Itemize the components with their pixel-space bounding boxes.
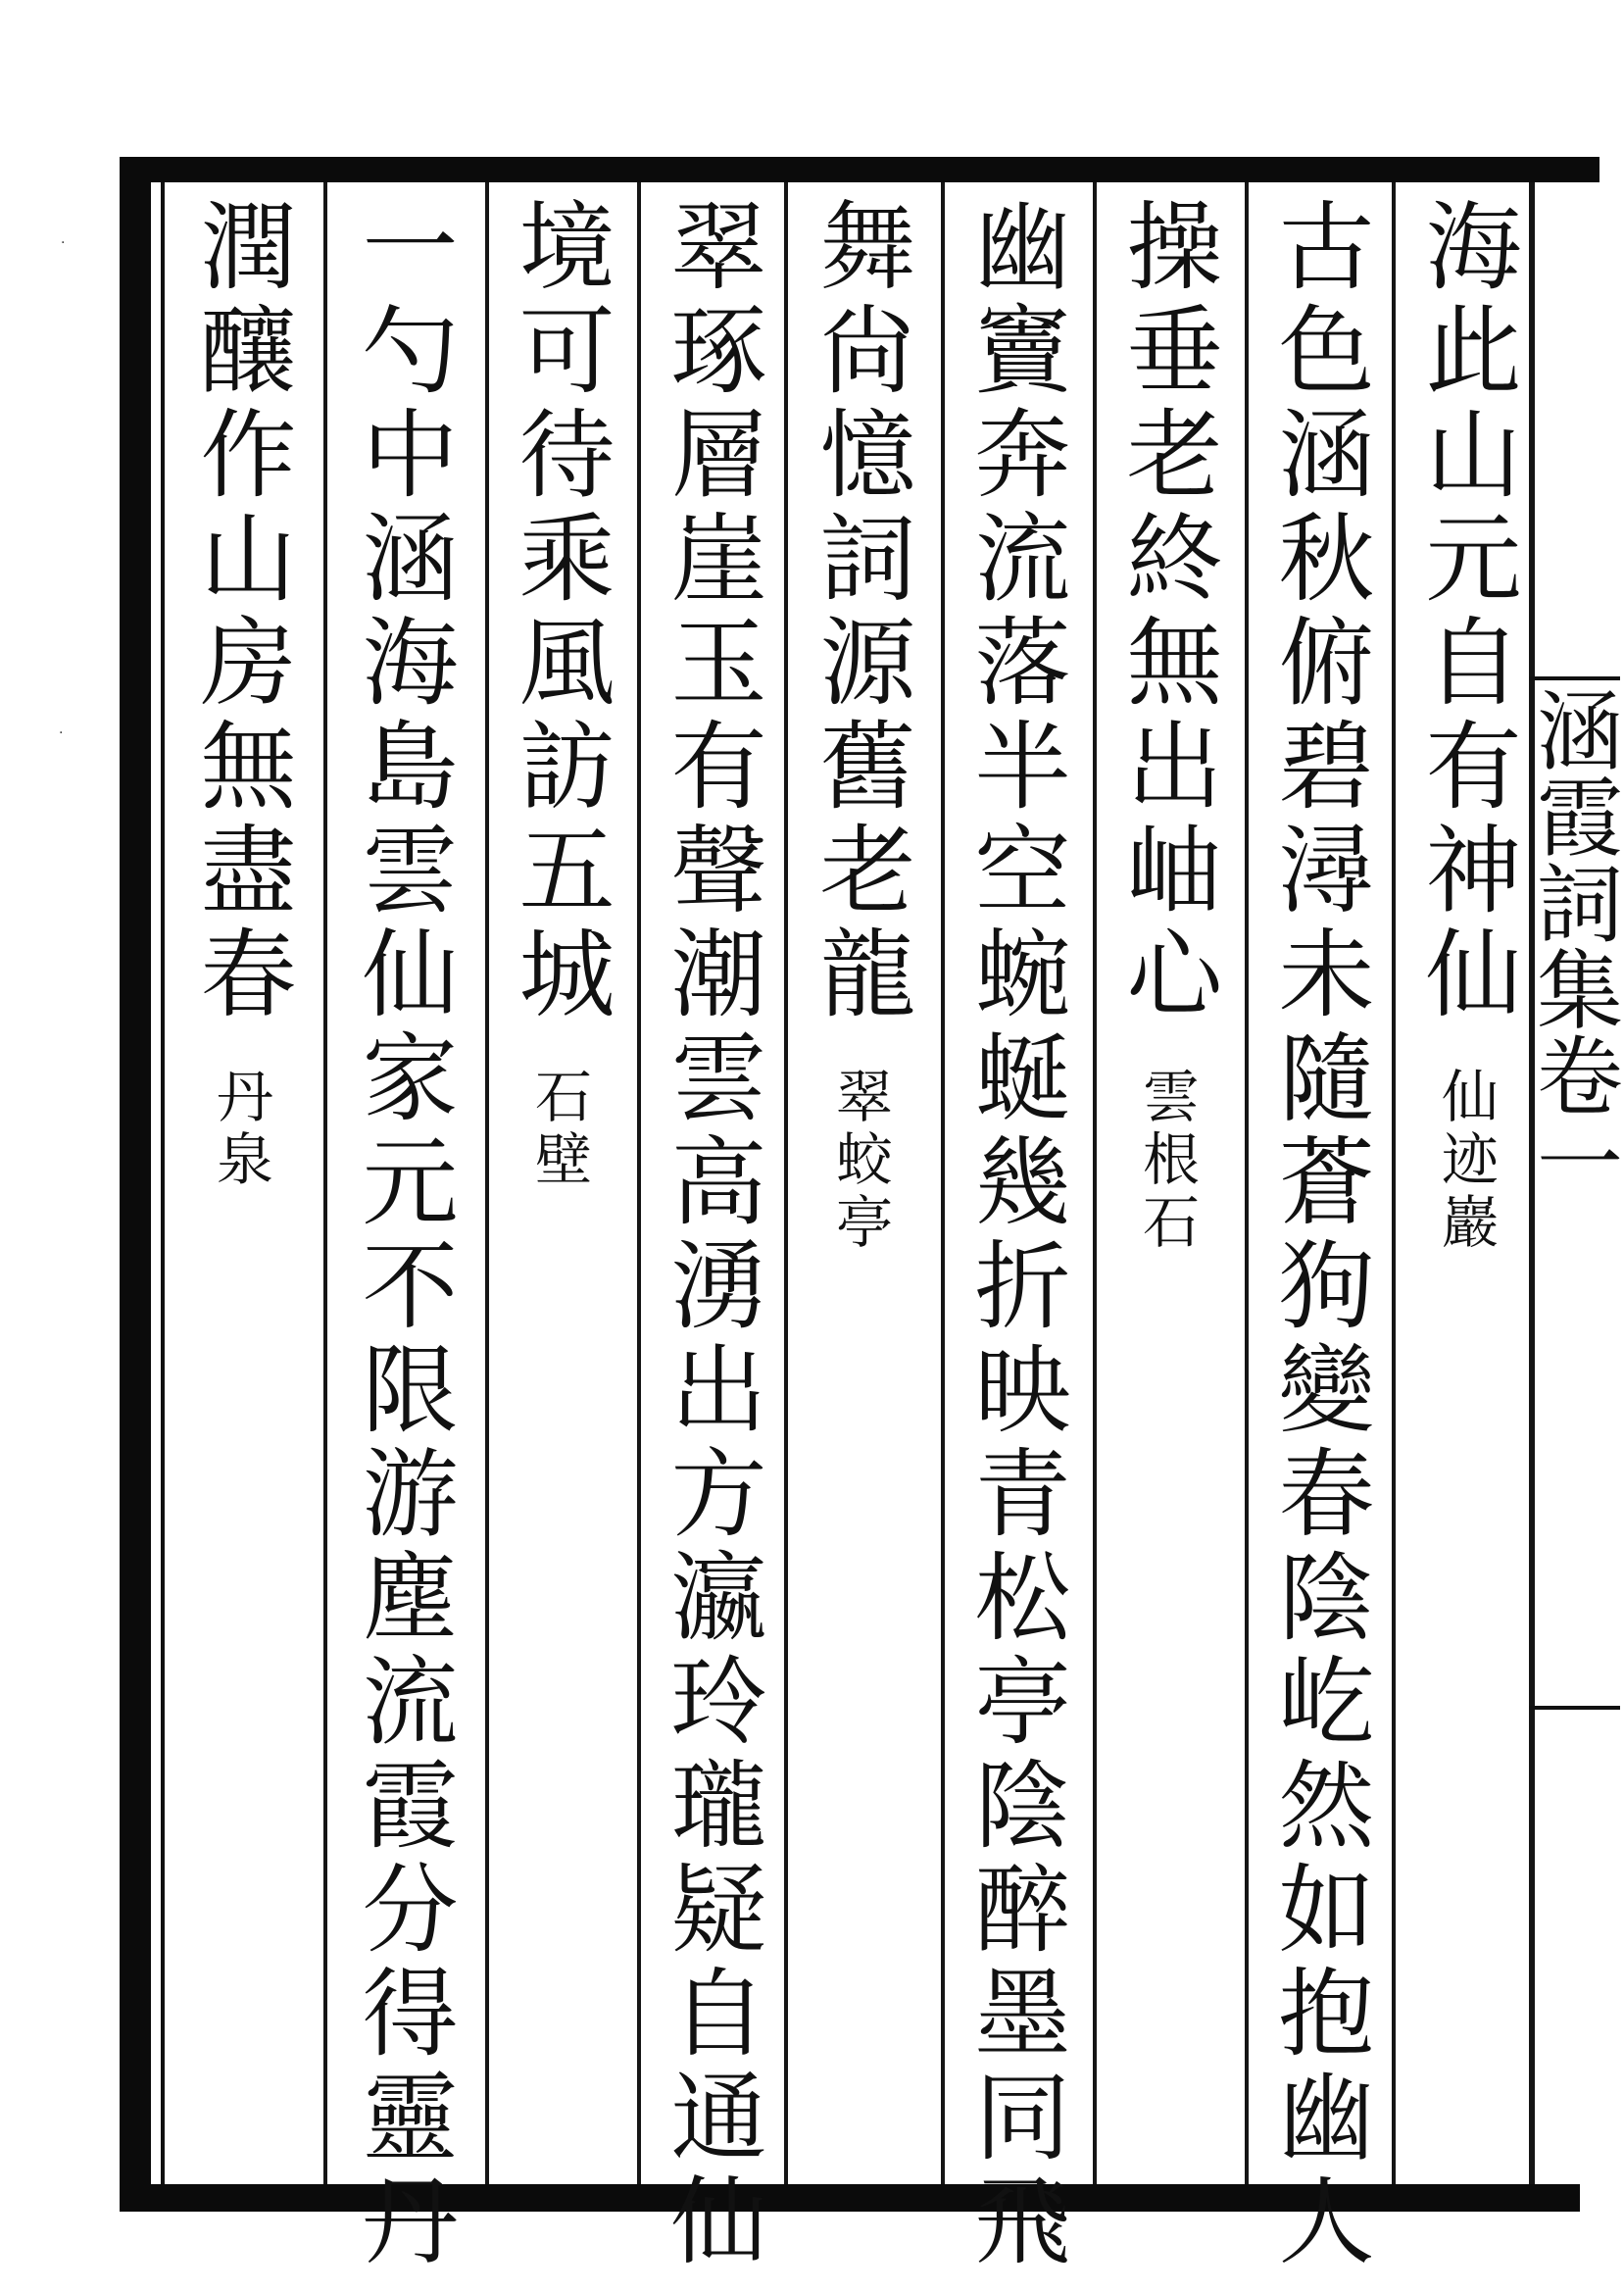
- verse-text: 舞尙憶詞源舊老龍: [804, 196, 915, 1027]
- text-column-8: [348, 196, 456, 2274]
- poem-title-note: 翠蛟亭: [826, 1067, 893, 1255]
- column-rule: [1093, 182, 1097, 2184]
- frame-left-border: [120, 157, 151, 2212]
- frame-top-border: [120, 157, 1599, 182]
- verse-text: 潤釀作山房無盡春: [184, 196, 296, 1027]
- text-column-9: [186, 196, 294, 1192]
- scan-speck: ·: [59, 725, 64, 741]
- facing-page-rule: [1529, 676, 1620, 680]
- verse-text: 一勺中涵海島雲仙家元不限游塵流霞分得靈丹: [346, 196, 458, 2274]
- column-rule: [323, 182, 327, 2184]
- column-rule: [784, 182, 788, 2184]
- verse-text: 古色涵秋俯碧潯未隨蒼狗變春陰屹然如抱幽人: [1262, 196, 1374, 2274]
- text-column-3: [1112, 196, 1220, 1255]
- text-column-7: [505, 196, 613, 1192]
- column-rule: [485, 182, 489, 2184]
- verse-text: 境可待乘風訪五城: [503, 196, 615, 1027]
- column-rule: [1392, 182, 1396, 2184]
- text-column-5: [806, 196, 913, 1255]
- verse-text: 海此山元自有神仙: [1409, 196, 1521, 1027]
- facing-page-title-fragment: 涵霞詞集卷一: [1523, 686, 1624, 1204]
- verse-text: 操垂老終無出岫心: [1110, 196, 1222, 1027]
- column-rule: [637, 182, 641, 2184]
- scan-speck: ·: [61, 235, 66, 251]
- column-rule: [941, 182, 945, 2184]
- text-column-1: [1411, 196, 1519, 1255]
- verse-text: 翠琢層崖玉有聲潮雲高湧出方瀛玲瓏疑自通仙: [655, 196, 766, 2274]
- poem-title-note: 丹泉: [207, 1067, 273, 1192]
- facing-page-rule: [1529, 1706, 1620, 1710]
- column-rule: [1245, 182, 1249, 2184]
- poem-title-note: 雲根石: [1133, 1067, 1200, 1255]
- text-column-2: [1264, 196, 1372, 2274]
- text-column-4: [960, 196, 1068, 2274]
- text-column-6: [657, 196, 764, 2274]
- poem-title-note: 仙迹巖: [1432, 1067, 1499, 1255]
- frame-inner-rule: [161, 182, 165, 2184]
- verse-text: 幽竇奔流落半空蜿蜒幾折映青松亭陰醉墨同飛: [959, 196, 1070, 2274]
- poem-title-note: 石壁: [525, 1067, 592, 1192]
